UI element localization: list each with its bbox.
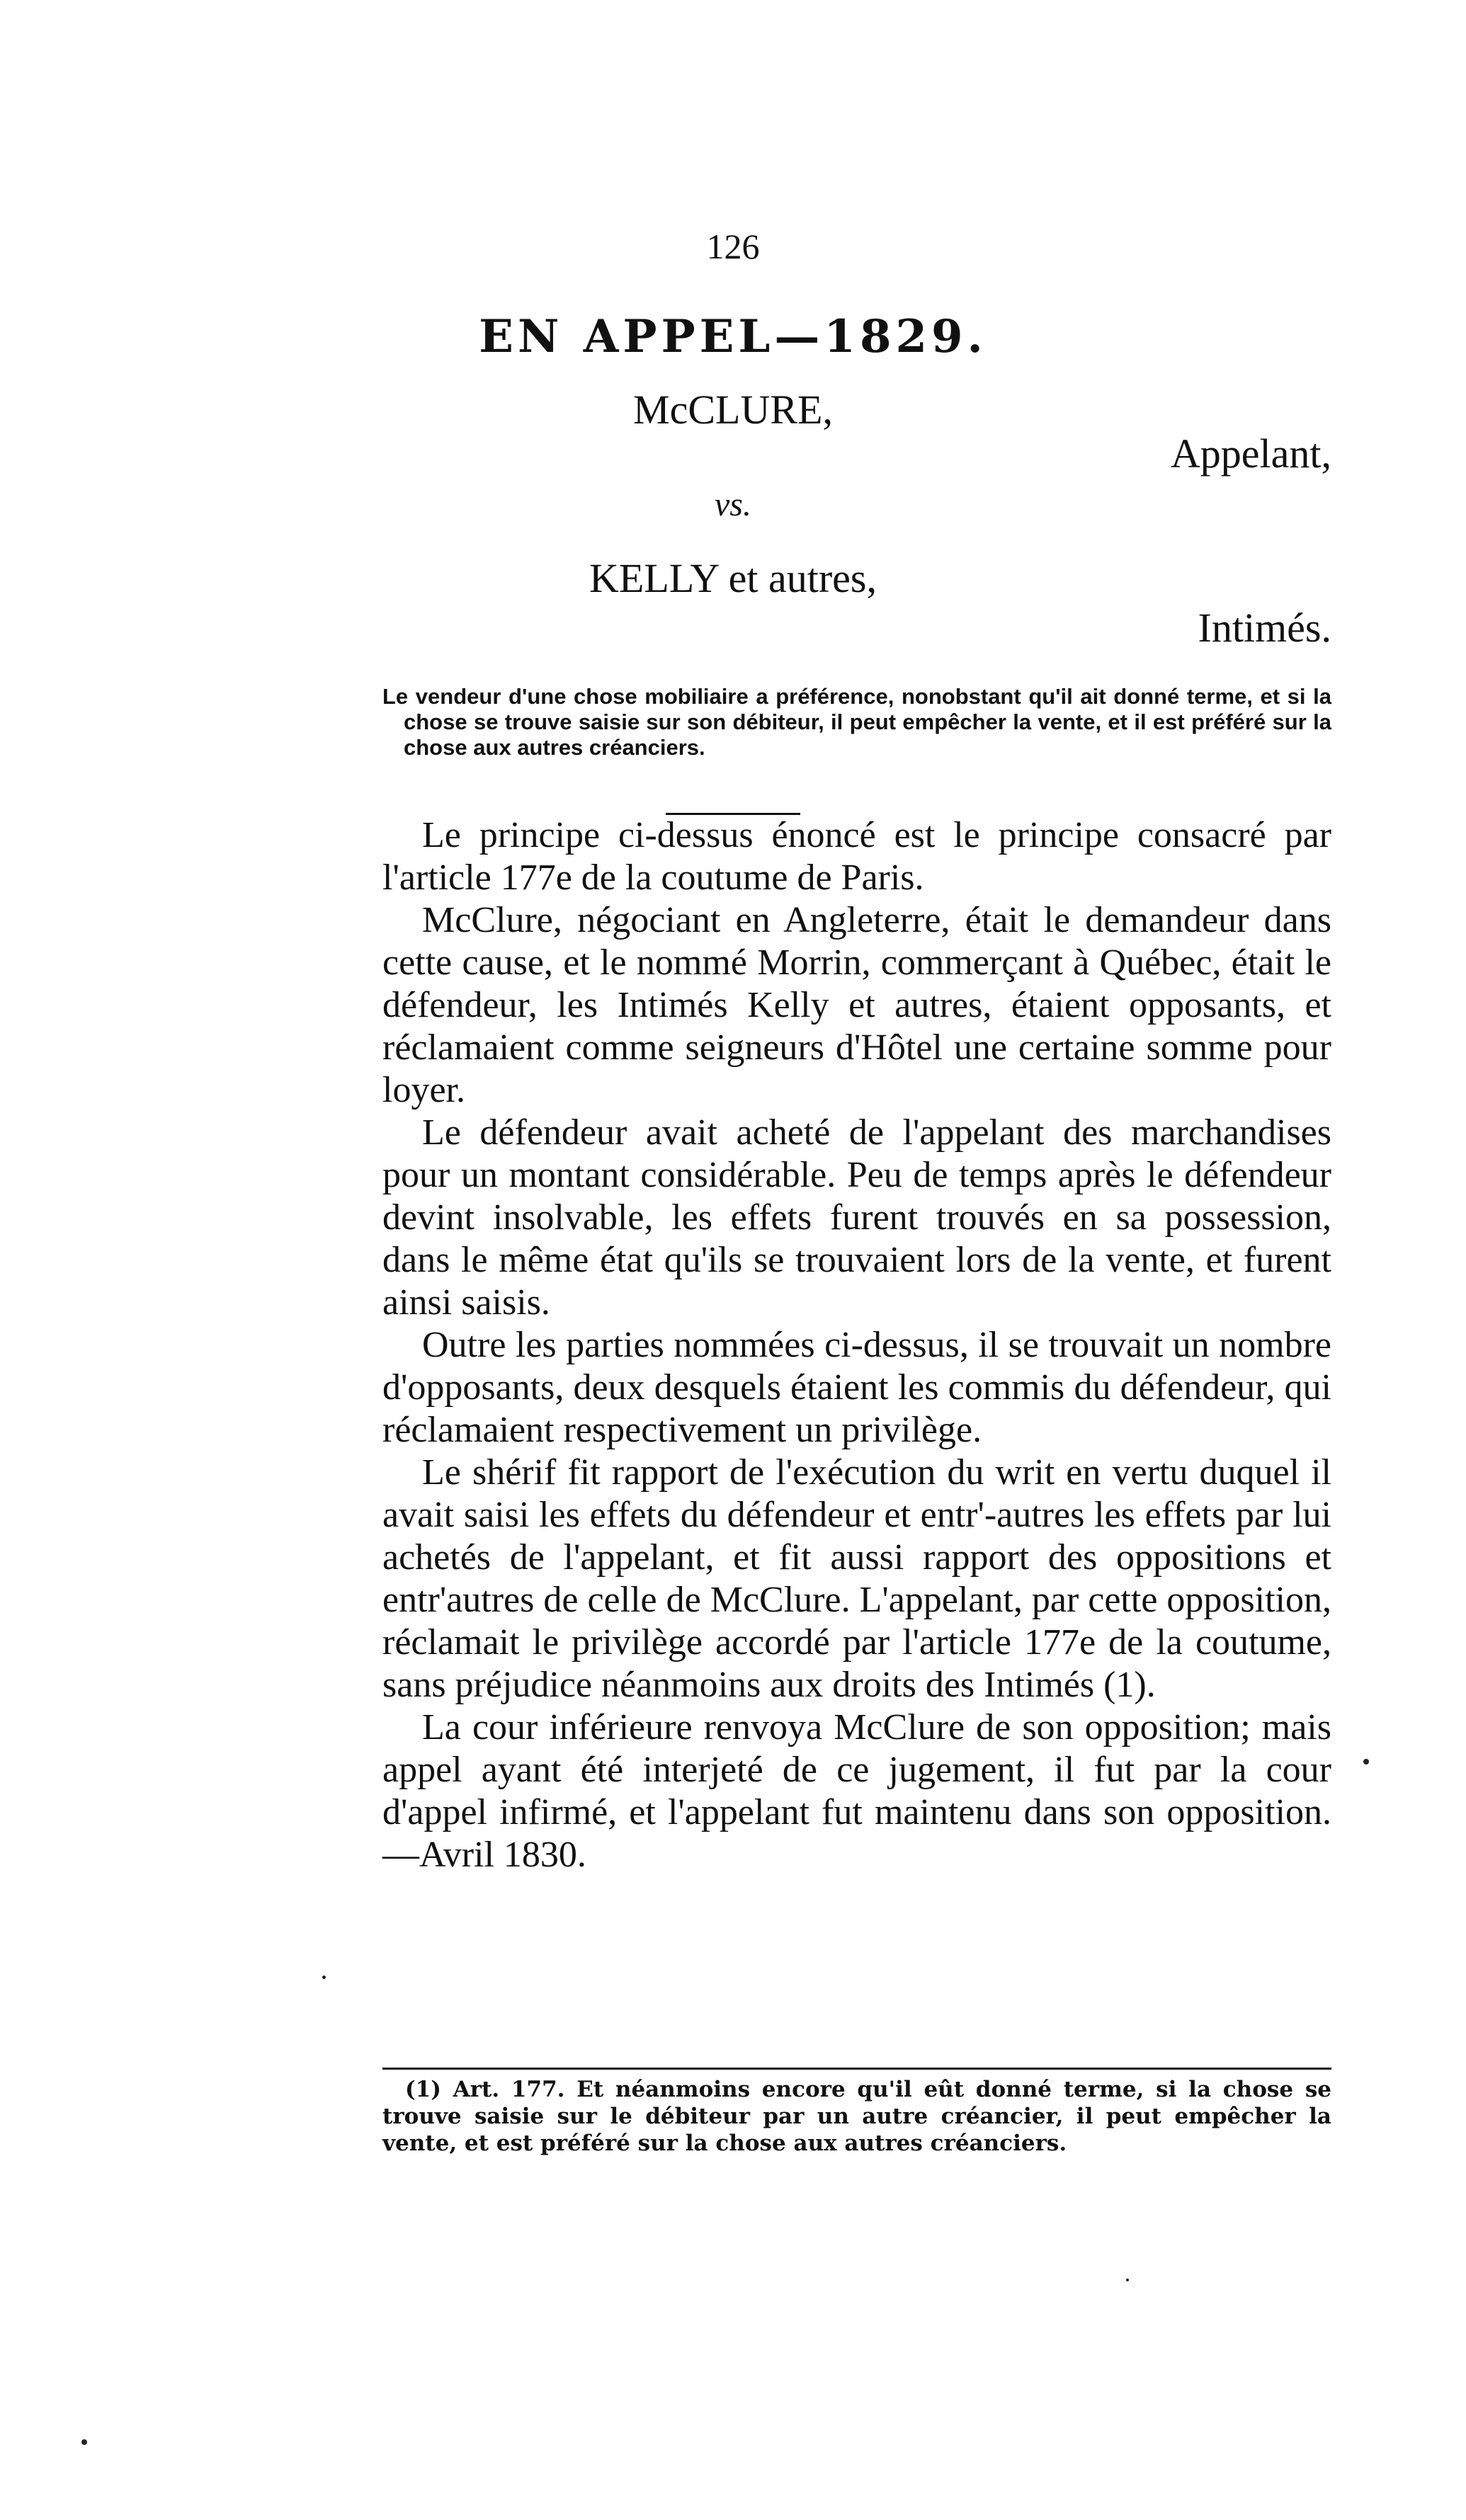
headnote: Le vendeur d'une chose mobiliaire a préférence, nonobstant qu'il ait donné terme, et si la chose se trouve saisie sur son débiteur, il peut empêcher la vente, et il est préféré sur la chose aux autres créanciers.: [382, 684, 1331, 760]
paragraph: Le shérif fit rapport de l'exécution du writ en vertu duquel il avait saisi les effets du défendeur et entr'-autres les effets par lui achetés de l'appelant, et fit aussi rapport des oppositions et entr'autres de celle de McClure. L'appelant, par cette opposition, réclamait le privilège accordé par l'article 177e de la coutume, sans préjudice néanmoins aux droits des Intimés (1).: [382, 1452, 1331, 1705]
paragraph: McClure, négociant en Angleterre, était le demandeur dans cette cause, et le nommé Morrin, commerçant à Québec, était le défendeur, les Intimés Kelly et autres, étaient opposants, et réclamaient comme seigneurs d'Hôtel une certaine somme pour loyer.: [382, 900, 1331, 1110]
paragraph: La cour inférieure renvoya McClure de son opposition; mais appel ayant été interjeté de ce jugement, il fut par la cour d'appel infirmé, et l'appelant fut maintenu dans son opposition.—Avril 1830.: [382, 1707, 1331, 1875]
paragraph: Le principe ci-dessus énoncé est le principe consacré par l'article 177e de la coutume de Paris.: [382, 815, 1331, 898]
appellant-role: Appelant,: [1170, 431, 1331, 477]
print-speck: [322, 1975, 326, 1979]
footnote-divider: [382, 2068, 1331, 2070]
footnote: (1) Art. 177. Et néanmoins encore qu'il eût donné terme, si la chose se trouve saisie sur le débiteur par un autre créancier, il peut empêcher la vente, et est préféré sur la chose aux autres créanciers.: [382, 2077, 1331, 2156]
court-heading: EN APPEL—1829.: [479, 310, 987, 363]
paragraph: Outre les parties nommées ci-dessus, il se trouvait un nombre d'opposants, deux desquels étaient les commis du défendeur, qui réclamaient respectivement un privilège.: [382, 1325, 1331, 1450]
page-number: 126: [706, 227, 760, 266]
body-text: [382, 814, 1331, 1876]
versus-label: vs.: [715, 486, 751, 523]
print-speck: [1126, 2279, 1129, 2281]
respondent-name: KELLY et autres,: [589, 555, 877, 601]
respondent-role: Intimés.: [1198, 605, 1331, 651]
print-speck: [1363, 1759, 1369, 1764]
print-speck: [81, 2439, 87, 2445]
paragraph: Le défendeur avait acheté de l'appelant des marchandises pour un montant considérable. Peu de temps après le défendeur devint insolvable, les effets furent trouvés en sa possession, dans le même état qu'ils se trouvaient lors de la vente, et furent ainsi saisis.: [382, 1112, 1331, 1323]
appellant-name: McCLURE,: [633, 387, 833, 433]
